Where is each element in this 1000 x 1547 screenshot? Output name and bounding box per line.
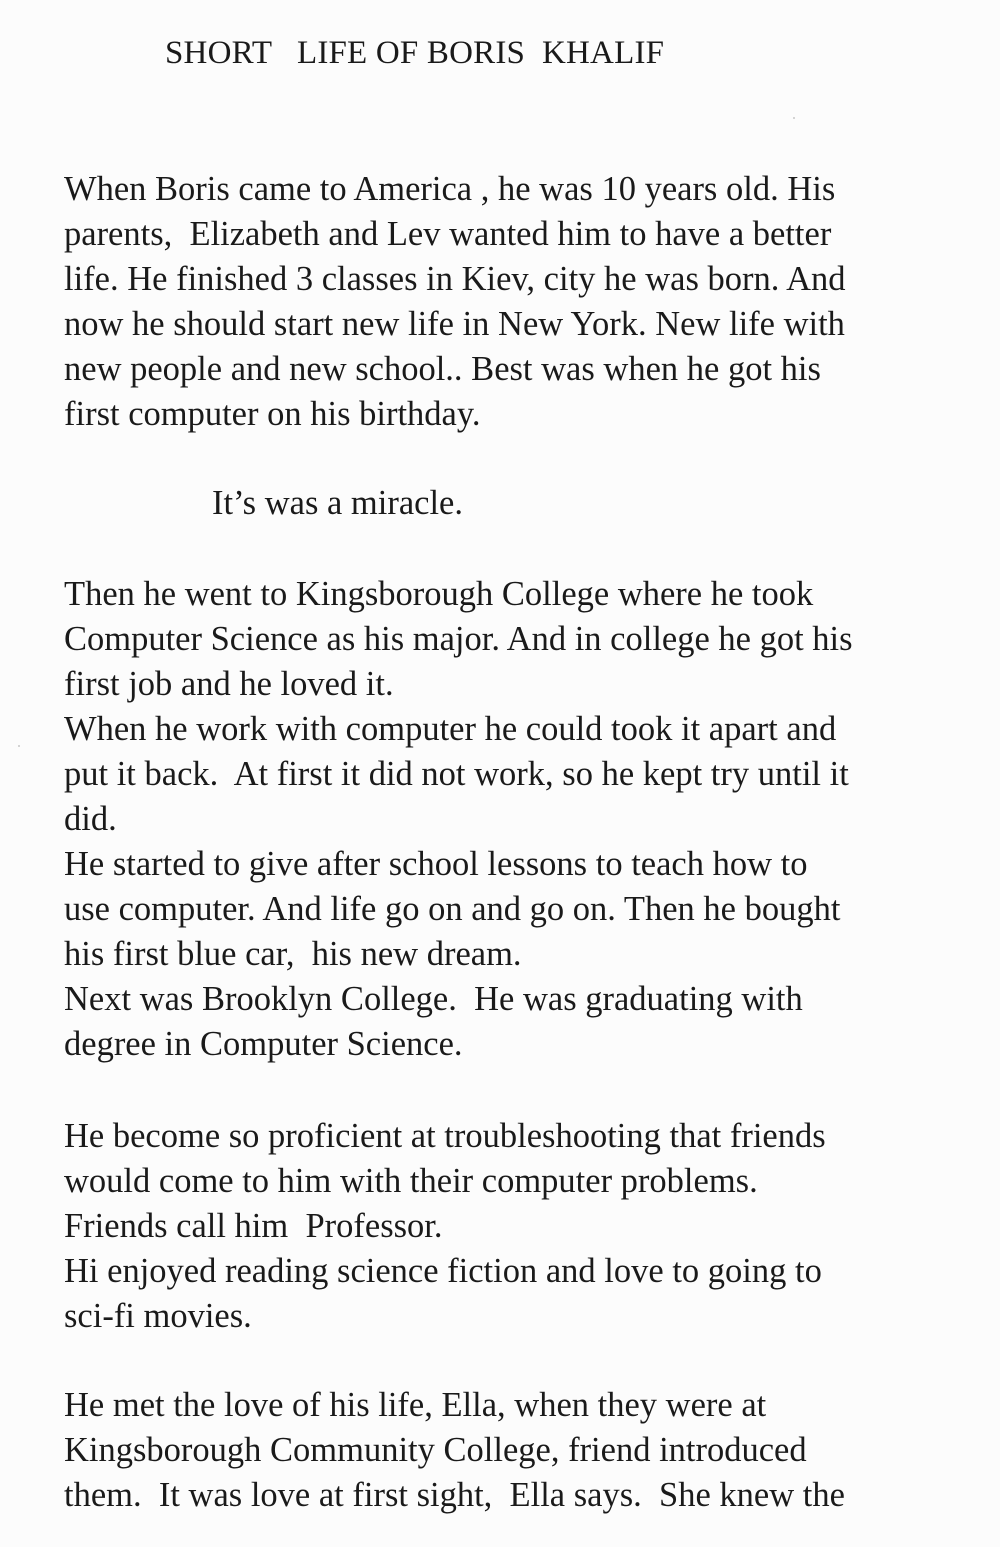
text-line: life. He finished 3 classes in Kiev, city he was born. And xyxy=(64,260,846,298)
text-line: first computer on his birthday. xyxy=(64,395,481,433)
text-line: He met the love of his life, Ella, when they were at xyxy=(64,1386,767,1424)
document-title: SHORT LIFE OF BORIS KHALIF xyxy=(165,35,665,71)
paper-speck xyxy=(793,117,795,119)
text-line: Kingsborough Community College, friend introduced xyxy=(64,1431,807,1469)
text-line: When Boris came to America , he was 10 years old. His xyxy=(64,170,836,208)
text-line: sci-fi movies. xyxy=(64,1297,252,1335)
text-line: put it back. At first it did not work, so he kept try until it xyxy=(64,755,849,793)
text-line: Hi enjoyed reading science fiction and love to going to xyxy=(64,1252,822,1290)
text-line: them. It was love at first sight, Ella says. She knew the xyxy=(64,1476,845,1514)
text-line: his first blue car, his new dream. xyxy=(64,935,522,973)
text-line: degree in Computer Science. xyxy=(64,1025,463,1063)
text-line: now he should start new life in New York. New life with xyxy=(64,305,845,343)
text-line: new people and new school.. Best was when he got his xyxy=(64,350,821,388)
text-line: first job and he loved it. xyxy=(64,665,394,703)
text-line: parents, Elizabeth and Lev wanted him to have a better xyxy=(64,215,832,253)
paper-speck xyxy=(18,745,20,747)
text-line: use computer. And life go on and go on. Then he bought xyxy=(64,890,841,928)
text-line: Friends call him Professor. xyxy=(64,1207,443,1245)
text-line-indented: It’s was a miracle. xyxy=(212,484,463,522)
text-line: did. xyxy=(64,800,117,838)
text-line: He become so proficient at troubleshooting that friends xyxy=(64,1117,826,1155)
text-line: When he work with computer he could took it apart and xyxy=(64,710,837,748)
text-line: He started to give after school lessons to teach how to xyxy=(64,845,808,883)
text-line: Computer Science as his major. And in college he got his xyxy=(64,620,853,658)
text-line: Then he went to Kingsborough College where he took xyxy=(64,575,814,613)
text-line: would come to him with their computer problems. xyxy=(64,1162,758,1200)
text-line: Next was Brooklyn College. He was graduating with xyxy=(64,980,803,1018)
